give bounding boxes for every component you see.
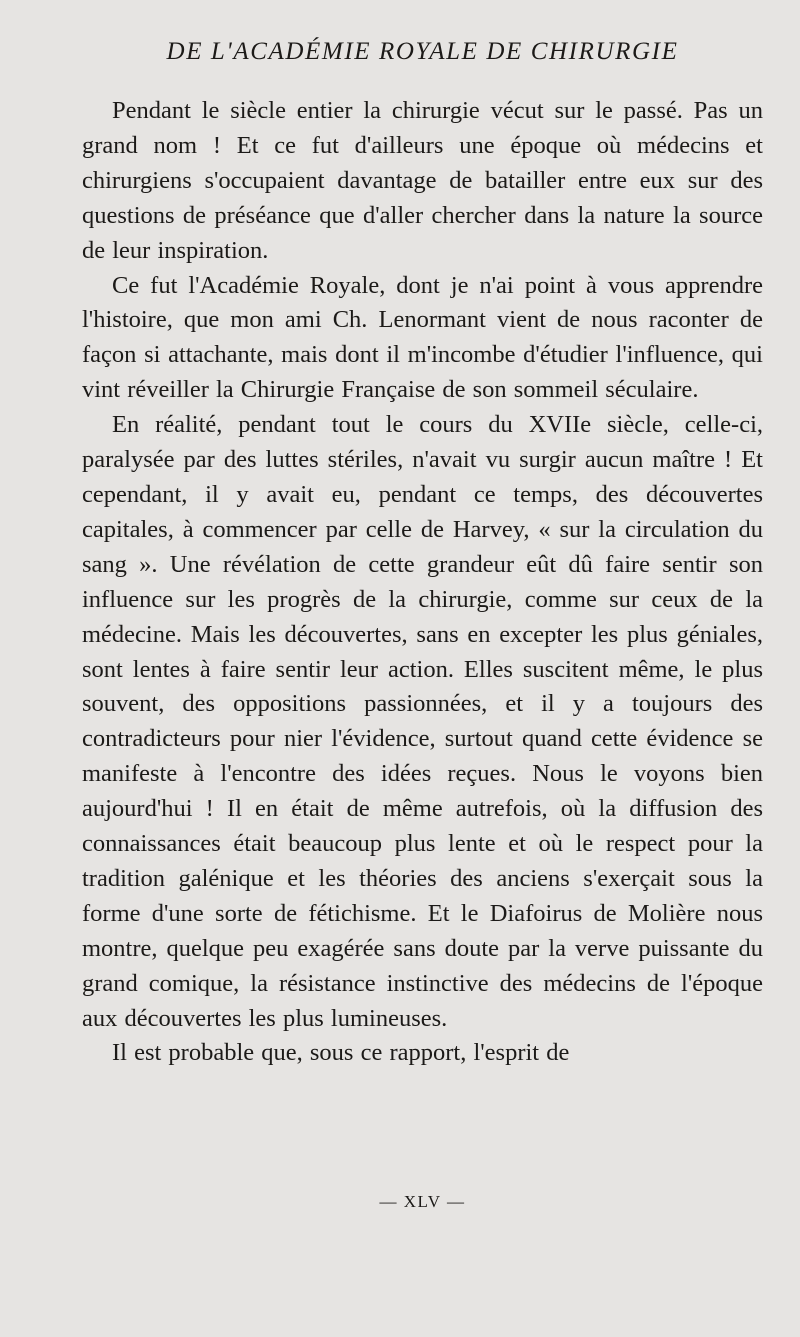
page-number: — XLV — <box>379 1192 466 1211</box>
paragraph-1: Pendant le siècle entier la chirurgie vécut sur le passé. Pas un grand nom ! Et ce fut d'ailleurs une époque où médecins et chirurgiens s'occupaient davantage de batailler entre eux sur des questions de préséance que d'aller chercher dans la nature la source de leur inspiration. <box>82 97 763 264</box>
paragraph-4: Il est probable que, sous ce rapport, l'esprit de <box>112 1039 570 1067</box>
paragraph-2: Ce fut l'Académie Royale, dont je n'ai point à vous apprendre l'histoire, que mon ami Ch. Lenormant vient de nous raconter de façon si attachante, mais dont il m'incombe d'étudier l'influence, qui vint réveiller la Chirurgie Française de son sommeil séculaire. <box>82 271 763 404</box>
running-title: DE L'ACADÉMIE ROYALE DE CHIRURGIE <box>166 38 679 65</box>
paragraph-3: En réalité, pendant tout le cours du XVIIe siècle, celle-ci, paralysée par des luttes stériles, n'avait vu surgir aucun maître ! Et cependant, il y avait eu, pendant ce temps, des découvertes capitales, à commencer par celle de Harvey, « sur la circulation du sang ». Une révélation de cette grandeur eût dû faire sentir son influence sur les progrès de la chirurgie, comme sur ceux de la médecine. Mais les découvertes, sans en excepter les plus géniales, sont lentes à faire sentir leur action. Elles suscitent même, le plus souvent, des oppositions passionnées, et il y a toujours des contradicteurs pour nier l'évidence, surtout quand cette évidence se manifeste à l'encontre des idées reçues. Nous le voyons bien aujourd'hui ! Il en était de même autrefois, où la diffusion des connaissances était beaucoup plus lente et où le respect pour la tradition galénique et les théories des anciens s'exerçait sous la forme d'une sorte de fétichisme. Et le Diafoirus de Molière nous montre, quelque peu exagérée sans doute par la verve puissante du grand comique, la résistance instinctive des médecins de l'époque aux découvertes les plus lumineuses. <box>82 411 763 1032</box>
body-text <box>82 94 763 1071</box>
